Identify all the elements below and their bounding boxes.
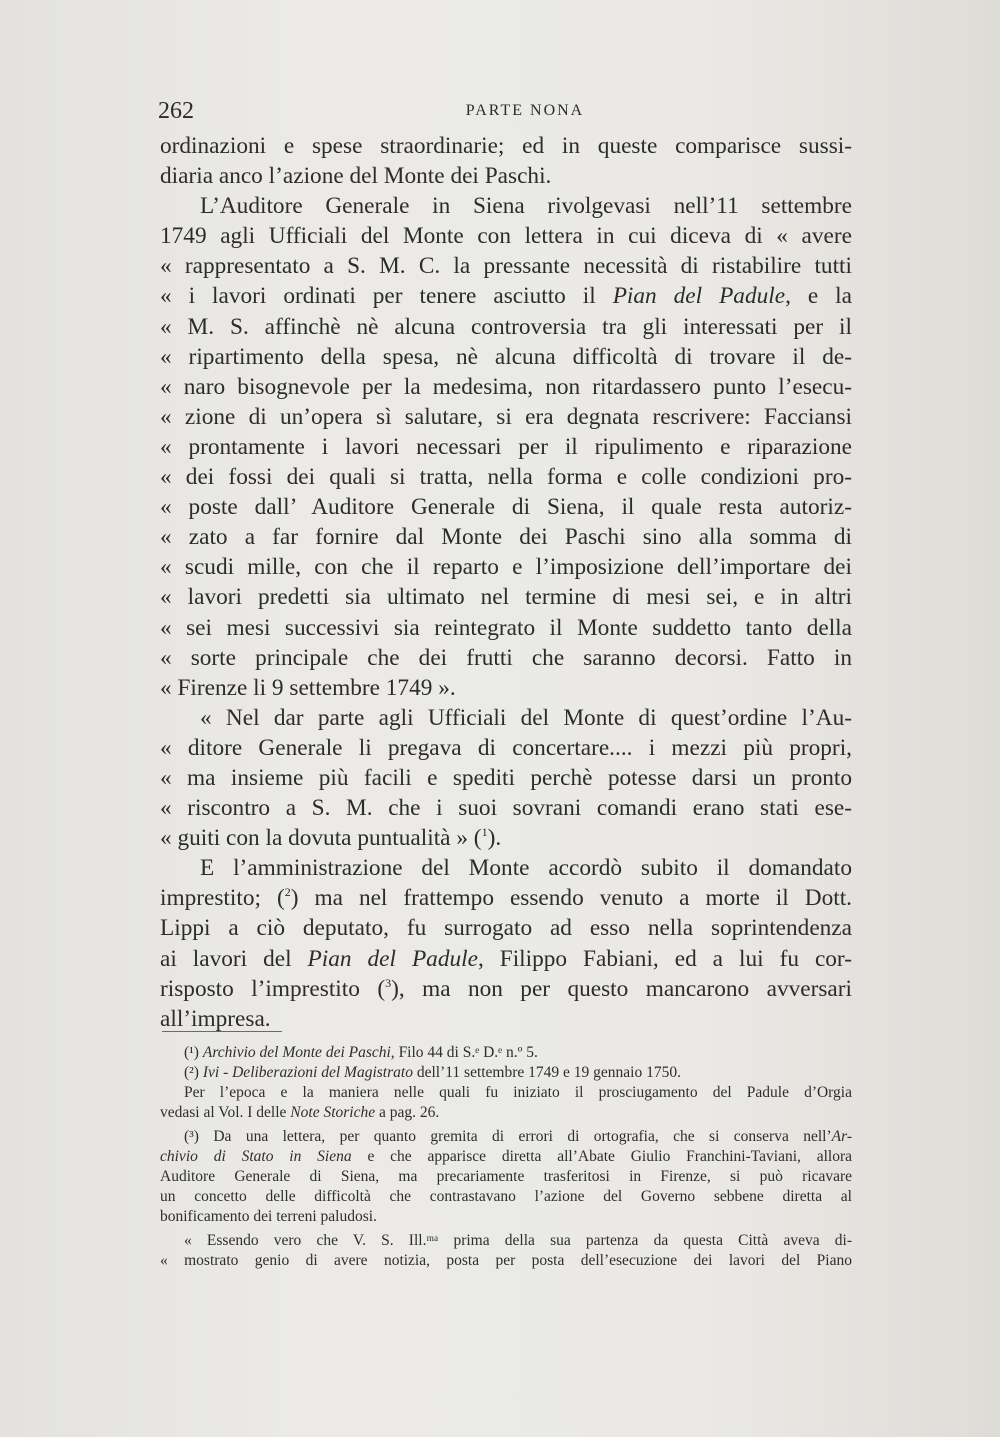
text-line: « naro bisognevole per la medesima, non ritardassero punto l’esecu-: [160, 373, 852, 400]
footnote-source: Ar-: [831, 1128, 852, 1145]
text-fragment: ) ma nel frattempo essendo venuto a morte il Dott.: [290, 885, 852, 912]
text-line: « prontamente i lavori necessari per il ripulimento e riparazione: [160, 433, 852, 460]
footnote-ref: 3: [385, 975, 392, 990]
text-line: « M. S. affinchè nè alcuna controversia tra gli interessati per il: [160, 313, 852, 340]
footnote-mark: (¹): [184, 1044, 199, 1061]
text-line: [160, 944, 852, 974]
footnote-line: Per l’epoca e la maniera nelle quali fu iniziato il prosciugamento del Padule d’Orgia: [184, 1084, 852, 1101]
text-line: « riscontro a S. M. che i suoi sovrani comandi erano stati ese-: [160, 795, 852, 822]
text-line: « sorte principale che dei frutti che saranno decorsi. Fatto in: [160, 644, 852, 671]
footnote-line: bonificamento dei terreni paludosi.: [160, 1208, 377, 1225]
text-line: « ripartimento della spesa, nè alcuna difficoltà di trovare il de-: [160, 343, 852, 370]
text-line: ordinazioni e spese straordinarie; ed in queste comparisce sussi-: [160, 133, 852, 159]
text-line: « ma insieme più facili e spediti perchè potesse darsi un pronto: [160, 764, 852, 791]
italic-place-name: Pian del Padule: [612, 283, 786, 310]
text-line: all’impresa.: [160, 1005, 271, 1032]
text-fragment: ai lavori del: [160, 945, 308, 972]
text-line: « ditore Generale li pregava di concertare.... i mezzi più propri,: [160, 734, 852, 761]
text-fragment: « i lavori ordinati per tenere asciutto il: [160, 283, 613, 310]
text-fragment: dell’11 settembre 1749 e 19 gennaio 1750.: [412, 1064, 681, 1081]
text-line: « lavori predetti sia ultimato nel termine di mesi sei, e in altri: [160, 584, 852, 611]
footnote-line: Auditore Generale di Siena, ma precariamente trasferitosi in Firenze, si può ricavare: [160, 1168, 852, 1185]
text-line: « sei mesi successivi sia reintegrato il Monte suddetto tanto della: [160, 614, 852, 641]
text-fragment: e che apparisce diretta all’Abate Giulio Franchini-Taviani, allora: [351, 1148, 852, 1165]
text-line: « zione di un’opera sì salutare, si era degnata rescrivere: Facciansi: [160, 403, 852, 430]
footnote-source: Archivio del Monte dei Paschi,: [202, 1044, 395, 1061]
text-fragment: Filo 44 di S.ᵉ D.ᵉ n.º 5.: [394, 1044, 538, 1061]
text-fragment: (³) Da una lettera, per quanto gremita di errori di ortografia, che si conserva nell’: [184, 1128, 832, 1145]
text-line: [160, 823, 852, 853]
footnote-line: [160, 1147, 852, 1167]
footnote-2: [160, 1063, 852, 1083]
text-fragment: , Filippo Fabiani, ed a lui fu cor-: [477, 945, 852, 972]
footnote-divider: [162, 1031, 282, 1032]
footnote-quote-line: « mostrato genio di avere notizia, posta per posta dell’esecuzione dei lavori del Piano: [160, 1252, 852, 1269]
footnote-source: chivio di Stato in Siena: [160, 1148, 352, 1165]
footnote-mark: (²): [184, 1064, 199, 1081]
footnote-quote-line: « Essendo vero che V. S. Ill.ᵐᵃ prima della sua partenza da questa Città aveva di-: [184, 1232, 852, 1249]
text-line: Lippi a ciò deputato, fu surrogato ad esso nella soprintendenza: [160, 915, 852, 942]
text-line: « poste dall’ Auditore Generale di Siena, il quale resta autoriz-: [160, 494, 852, 521]
footnote-3: [160, 1127, 852, 1147]
text-line: [160, 281, 852, 311]
text-fragment: , e la: [785, 283, 852, 310]
text-line: diaria anco l’azione del Monte dei Paschi.: [160, 163, 552, 190]
text-line: « rappresentato a S. M. C. la pressante necessità di ristabilire tutti: [160, 253, 852, 280]
footnote-ref: 2: [284, 885, 291, 900]
text-line: [160, 883, 852, 913]
text-fragment: risposto l’imprestito (: [160, 975, 386, 1002]
text-line: L’Auditore Generale in Siena rivolgevasi nell’11 settembre: [200, 193, 852, 220]
footnote-line: [160, 1103, 852, 1123]
text-fragment: imprestito; (: [160, 885, 285, 912]
text-line: 1749 agli Ufficiali del Monte con lettera in cui diceva di « avere: [160, 223, 852, 250]
italic-place-name: Pian del Padule: [307, 945, 478, 972]
footnote-source: Ivi - Deliberazioni del Magistrato: [202, 1064, 413, 1081]
page-header: [158, 98, 852, 128]
text-line: « Nel dar parte agli Ufficiali del Monte di quest’ordine l’Au-: [200, 704, 852, 731]
text-fragment: ).: [487, 825, 502, 852]
footnote-source: Note Storiche: [290, 1104, 376, 1121]
text-line: « dei fossi dei quali si tratta, nella forma e colle condizioni pro-: [160, 464, 852, 491]
text-line: « Firenze li 9 settembre 1749 ».: [160, 674, 456, 701]
footnotes: [160, 1043, 852, 1271]
text-fragment: ), ma non per questo mancarono avversari: [391, 975, 852, 1002]
footnote-ref: 1: [481, 825, 488, 840]
text-fragment: a pag. 26.: [375, 1104, 440, 1121]
footnote-line: un concetto delle difficoltà che contrastavano l’azione del Governo sebbene diretta al: [160, 1188, 852, 1205]
text-line: « zato a far fornire dal Monte dei Paschi sino alla somma di: [160, 524, 852, 551]
text-fragment: « guiti con la dovuta puntualità » (: [160, 825, 482, 852]
body-text: [160, 131, 852, 1034]
text-fragment: vedasi al Vol. I delle: [160, 1104, 291, 1121]
footnote-1: [160, 1043, 852, 1063]
text-line: « scudi mille, con che il reparto e l’imposizione dell’importare dei: [160, 554, 852, 581]
page-number: 262: [158, 98, 194, 124]
text-line: [160, 974, 852, 1004]
text-line: E l’amministrazione del Monte accordò subito il domandato: [200, 855, 852, 882]
running-head: PARTE NONA: [465, 102, 585, 119]
